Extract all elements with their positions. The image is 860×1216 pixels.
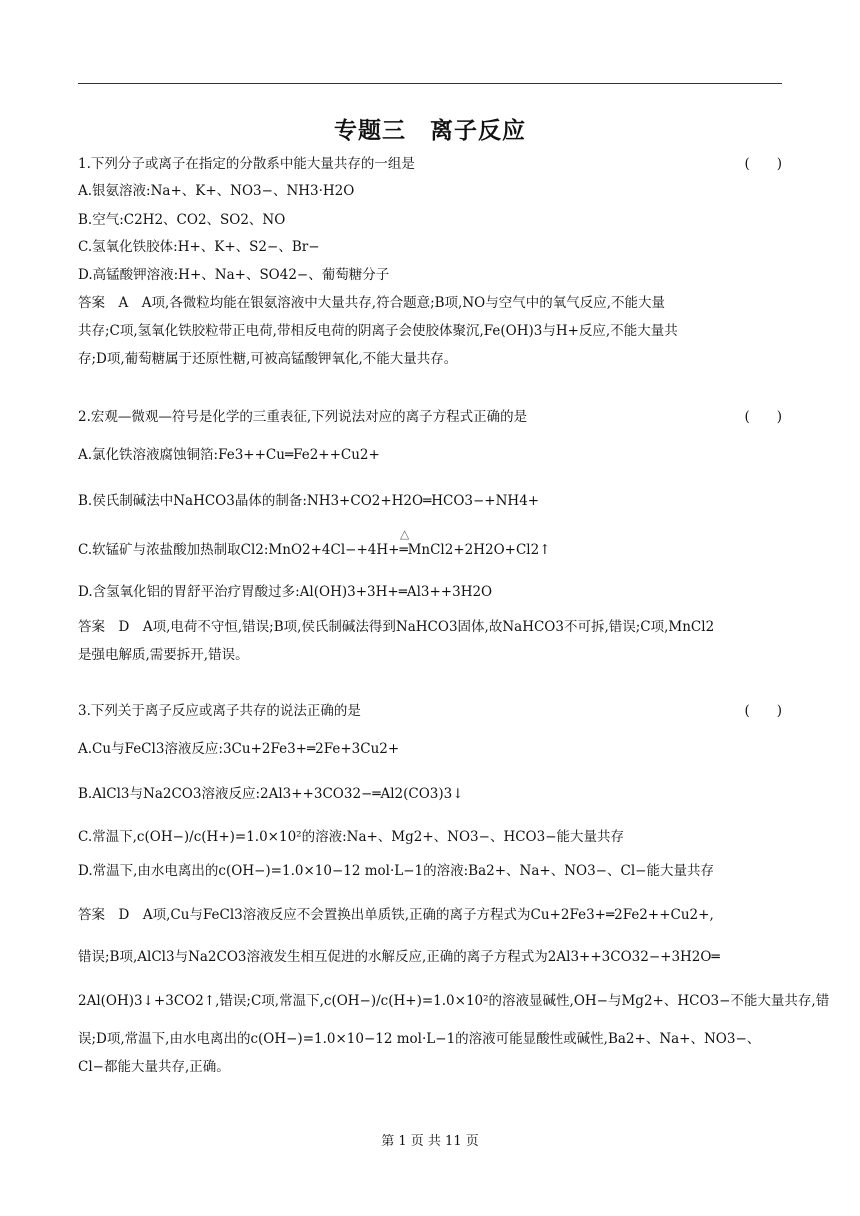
q1-answer-blank: ( )	[744, 156, 782, 172]
q3-option-a: A.Cu与FeCl3溶液反应:3Cu+2Fe3+═2Fe+3Cu2+	[78, 741, 400, 757]
q1-answer-line-3: 存;D项,葡萄糖属于还原性糖,可被高锰酸钾氧化,不能大量共存。	[78, 351, 458, 367]
header-rule	[78, 83, 782, 84]
q3-answer-line-5: Cl−都能大量共存,正确。	[78, 1059, 230, 1075]
q2-option-a: A.氯化铁溶液腐蚀铜箔:Fe3++Cu═Fe2++Cu2+	[78, 447, 380, 463]
q1-option-a: A.银氨溶液:Na+、K+、NO3−、NH3·H2O	[78, 183, 355, 199]
page-footer: 第 1 页 共 11 页	[381, 1134, 479, 1149]
q1-stem: 1.下列分子或离子在指定的分散系中能大量共存的一组是	[78, 156, 415, 172]
heat-symbol: △	[400, 527, 410, 541]
q3-answer-line-4: 误;D项,常温下,由水电离出的c(OH−)=1.0×10−12 mol·L−1的溶液可能显酸性或碱性,Ba2+、Na+、NO3−、	[78, 1031, 761, 1047]
q2-answer-line-2: 是强电解质,需要拆开,错误。	[78, 647, 249, 663]
q3-answer-blank: ( )	[744, 703, 782, 719]
q2-option-b: B.侯氏制碱法中NaHCO3晶体的制备:NH3+CO2+H2O═HCO3−+NH4+	[78, 493, 540, 509]
q3-option-b: B.AlCl3与Na2CO3溶液反应:2Al3++3CO32−═Al2(CO3)3↓	[78, 786, 464, 802]
q3-option-c: C.常温下,c(OH−)/c(H+)=1.0×10²的溶液:Na+、Mg2+、NO3−、HCO3−能大量共存	[78, 829, 625, 845]
q1-answer-line-2: 共存;C项,氢氧化铁胶粒带正电荷,带相反电荷的阴离子会使胶体聚沉,Fe(OH)3与H+反应,不能大量共	[78, 323, 678, 339]
q3-answer-line-2: 错误;B项,AlCl3与Na2CO3溶液发生相互促进的水解反应,正确的离子方程式为2Al3++3CO32−+3H2O═	[78, 949, 720, 965]
q1-option-c: C.氢氧化铁胶体:H+、K+、S2−、Br−	[78, 239, 320, 255]
q3-answer-line-3: 2Al(OH)3↓+3CO2↑,错误;C项,常温下,c(OH−)/c(H+)=1.0×10²的溶液显碱性,OH−与Mg2+、HCO3−不能大量共存,错	[78, 993, 830, 1009]
q2-option-d: D.含氢氧化铝的胃舒平治疗胃酸过多:Al(OH)3+3H+═Al3++3H2O	[78, 584, 493, 600]
q3-answer-line-1: 答案 D A项,Cu与FeCl3溶液反应不会置换出单质铁,正确的离子方程式为Cu+2Fe3+═2Fe2++Cu2+,	[78, 907, 714, 923]
q3-stem: 3.下列关于离子反应或离子共存的说法正确的是	[78, 703, 361, 719]
page-title: 专题三 离子反应	[334, 118, 526, 144]
q2-stem: 2.宏观—微观—符号是化学的三重表征,下列说法对应的离子方程式正确的是	[78, 409, 528, 425]
q1-option-b: B.空气:C2H2、CO2、SO2、NO	[78, 212, 286, 228]
q3-option-d: D.常温下,由水电离出的c(OH−)=1.0×10−12 mol·L−1的溶液:Ba2+、Na+、NO3−、Cl−能大量共存	[78, 863, 714, 879]
q1-option-d: D.高锰酸钾溶液:H+、Na+、SO42−、葡萄糖分子	[78, 267, 390, 283]
q2-answer-blank: ( )	[744, 409, 782, 425]
q2-answer-line-1: 答案 D A项,电荷不守恒,错误;B项,侯氏制碱法得到NaHCO3固体,故NaHCO3不可拆,错误;C项,MnCl2	[78, 619, 715, 635]
q1-answer-line-1: 答案 A A项,各微粒均能在银氨溶液中大量共存,符合题意;B项,NO与空气中的氧气反应,不能大量	[78, 295, 666, 311]
q2-option-c: C.软锰矿与浓盐酸加热制取Cl2:MnO2+4Cl−+4H+═MnCl2+2H2O+Cl2↑ △	[78, 527, 551, 558]
